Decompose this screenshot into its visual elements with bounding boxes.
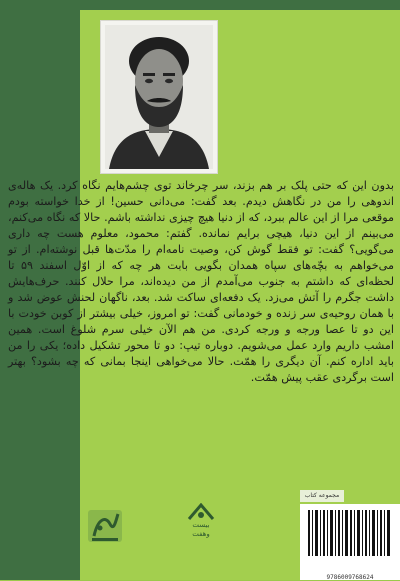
top-dark-strip: [80, 0, 400, 10]
publisher-logo-icon: [187, 503, 215, 521]
publisher-logo-text-1: بیست: [192, 521, 210, 529]
barcode-panel: [300, 504, 400, 580]
calligraphy-logo: [85, 505, 125, 547]
series-label: مجموعه کتاب: [300, 490, 344, 502]
isbn-number: 9786009768624: [326, 574, 374, 581]
excerpt-paragraph: بدون این که حتی پلک بر هم بزند، سر چرخاند توی چشم‌هایم نگاه کرد. یک هاله‌ی اندوهی را من در نگاهش دیدم. بعد گفت: می‌دانی حسین! از خدا خواسته بودم موقعی مرا از این عالم ببرد، که از دنیا هیچ چیزی نداشته باشم. حالا که نگاه می‌کنم، می‌بینم از این دنیا، هیچی برایم نمانده. گفتم: محمود، معلوم هست چه داری می‌گویی؟ گفت: تو فقط گوش کن، وصیت نامه‌ام را مدّت‌ها قبل نوشته‌ام. از تو می‌خواهم به بچّه‌های سپاه همدان بگویی بابت هر چه که از اوّل اسفند ۵۹ تا لحظه‌ای که داشتم به جنوب می‌آمدم از من دیده‌اند، مرا حلال کنند. حرف‌هایش داشت جگرم را آتش می‌زد. یک دفعه‌ای ساکت شد. بعد، ناگهان لحنش عوض شد و با همان روحیه‌ی سر زنده و خودمانی گفت: تو امروز، خیلی بیشتر از کوبن خودت با این دو تا عصا ورجه و ورجه کردی. من هم الآن خیلی سرم شلوغ است. همین امشب داریم وارد عمل می‌شویم. دوباره تیپ: دو تا محور تشکیل داده؛ یکی را من باید اداره کنم. آن دیگری را همّت. حالا می‌خواهی اینجا بمانی که چه بشود؟ بهتر است برگردی عقب پیش همّت.: [8, 179, 394, 384]
barcode-icon: [300, 504, 400, 560]
publisher-logo-text-2: وهفت: [192, 530, 210, 538]
barcode-area: [300, 490, 400, 580]
portrait-photo: [100, 20, 218, 174]
publisher-logo: [180, 500, 222, 542]
portrait-icon: [105, 25, 213, 169]
back-cover-excerpt: [8, 178, 394, 386]
calligraphy-logo-icon: [86, 506, 124, 546]
